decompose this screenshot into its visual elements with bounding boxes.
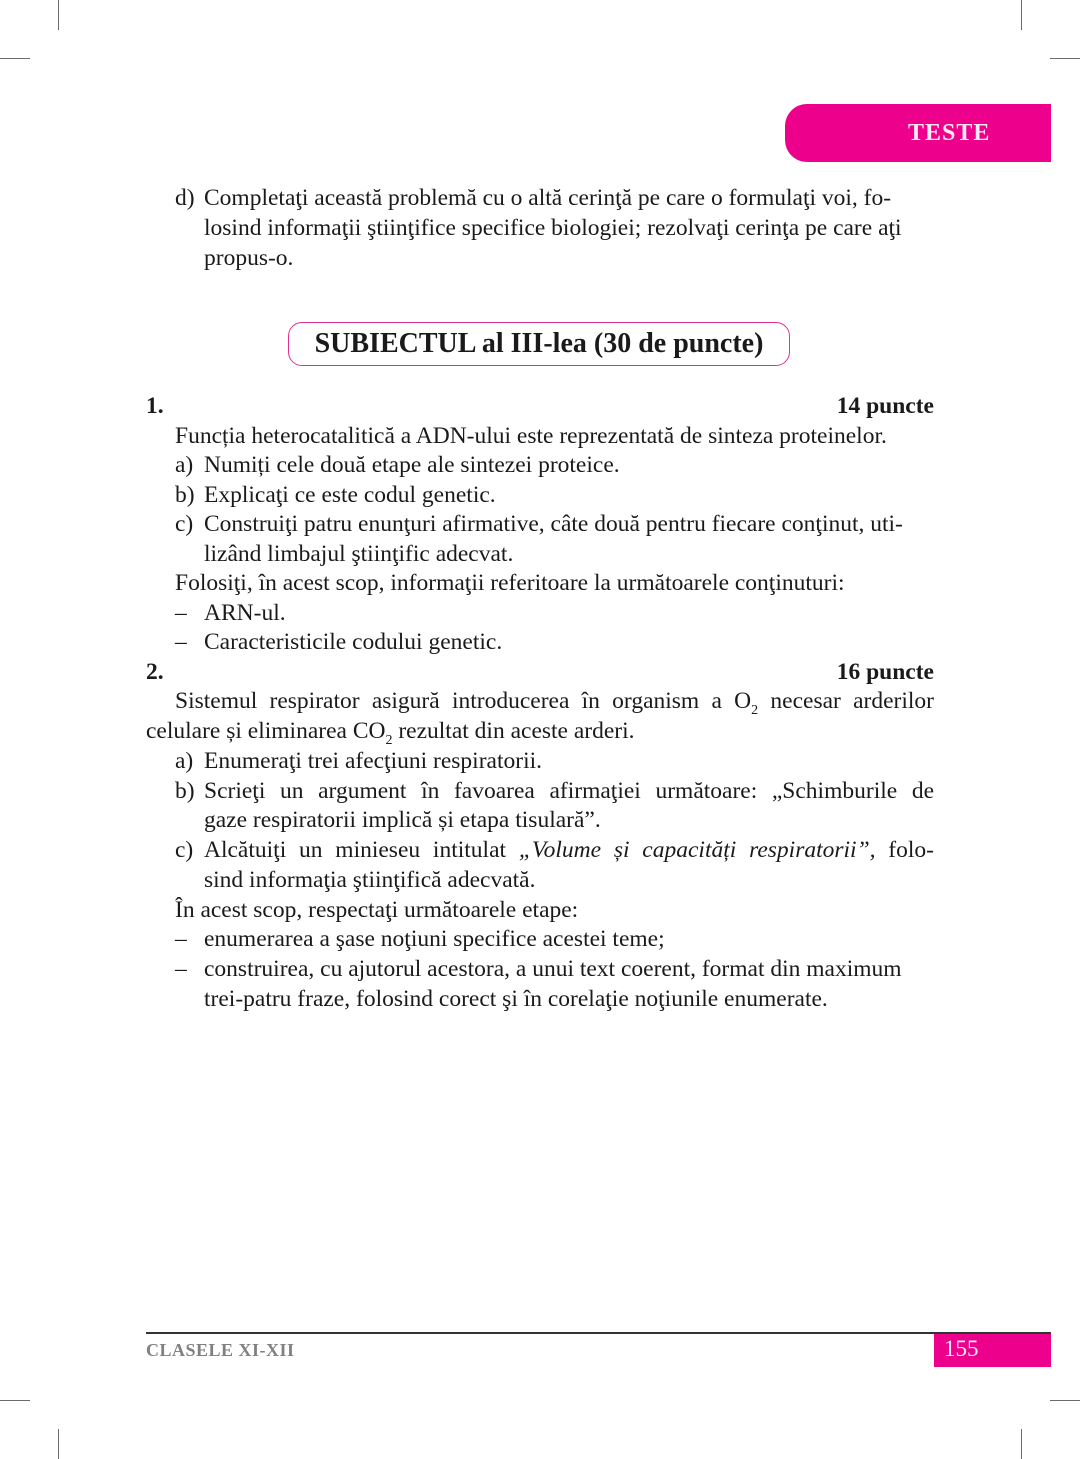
item-text: Explicaţi ce este codul genetic. — [204, 482, 496, 508]
crop-mark — [58, 1429, 59, 1459]
question-points: 16 puncte — [836, 659, 934, 685]
item-label: c) — [175, 511, 194, 537]
item-text: Numiți cele două etape ale sintezei proteice. — [204, 452, 620, 478]
item-text: gaze respiratorii implică și etapa tisulară”. — [204, 807, 601, 833]
question-points: 14 puncte — [836, 393, 934, 419]
item-text-line — [204, 835, 934, 865]
question-intro-line2 — [146, 716, 635, 746]
step-item: trei-patru fraze, folosind corect şi în corelaţie noţiunile enumerate. — [204, 986, 828, 1012]
crop-mark — [58, 0, 59, 30]
text-line: propus-o. — [204, 245, 294, 271]
item-text: lizând limbajul ştiinţific adecvat. — [204, 541, 514, 567]
text: celulare și eliminarea CO — [146, 718, 386, 744]
item-text: Construiţi patru enunţuri afirmative, câte două pentru fiecare conţinut, uti- — [204, 511, 903, 537]
item-label: a) — [175, 748, 194, 774]
dash: – — [175, 629, 187, 655]
dash: – — [175, 600, 187, 626]
item-label: c) — [175, 837, 194, 863]
text-line: Completaţi această problemă cu o altă cerinţă pe care o formulaţi voi, fo- — [204, 185, 892, 211]
subject-title: SUBIECTUL al III-lea (30 de puncte) — [314, 328, 764, 359]
crop-mark — [1021, 0, 1022, 30]
essay-title: „Volume și capacități respiratorii”, — [518, 837, 876, 863]
crop-mark — [1021, 1429, 1022, 1459]
item-text: Scrieţi un argument în favoarea afirmaţiei următoare: „Schimburile de — [204, 778, 934, 804]
subscript: 2 — [385, 733, 393, 748]
text: necesar arderilor — [758, 688, 935, 714]
subject-title-box — [288, 322, 790, 366]
question-intro-line1 — [175, 686, 934, 716]
crop-mark — [0, 1400, 30, 1401]
question-intro: Funcția heterocatalitică a ADN-ului este reprezentată de sinteza proteinelor. — [175, 423, 887, 449]
item-label: b) — [175, 482, 195, 508]
text: rezultat din aceste arderi. — [392, 718, 635, 744]
section-tab-label: TESTE — [908, 120, 991, 146]
crop-mark — [1050, 1400, 1080, 1401]
footer-grade-label: CLASELE XI-XII — [146, 1340, 295, 1360]
dash: – — [175, 956, 187, 982]
instruction: În acest scop, respectaţi următoarele etape: — [175, 897, 579, 923]
text: Alcătuiţi un minieseu intitulat — [204, 837, 519, 863]
content-item: ARN-ul. — [204, 600, 286, 626]
content-item: Caracteristicile codului genetic. — [204, 629, 503, 655]
crop-mark — [1050, 58, 1080, 59]
item-text: sind informaţia ştiinţifică adecvată. — [204, 867, 536, 893]
step-item: construirea, cu ajutorul acestora, a unui text coerent, format din maximum — [204, 956, 902, 982]
instruction: Folosiţi, în acest scop, informaţii referitoare la următoarele conţinuturi: — [175, 570, 845, 596]
page-number: 155 — [944, 1336, 979, 1361]
text: folo- — [875, 837, 934, 863]
subscript: 2 — [751, 703, 759, 718]
item-text: Enumeraţi trei afecţiuni respiratorii. — [204, 748, 542, 774]
section-tab — [785, 104, 1051, 162]
step-item: enumerarea a şase noţiuni specifice acestei teme; — [204, 926, 665, 952]
footer-rule — [146, 1332, 1051, 1334]
item-label: b) — [175, 778, 195, 804]
dash: – — [175, 926, 187, 952]
item-label: d) — [175, 185, 195, 211]
item-label: a) — [175, 452, 194, 478]
text-line: losind informaţii ştiinţifice specifice biologiei; rezolvaţi cerinţa pe care aţi — [204, 215, 902, 241]
question-number: 2. — [146, 659, 164, 685]
page-number-box — [934, 1334, 1051, 1367]
question-number: 1. — [146, 393, 164, 419]
text: Sistemul respirator asigură introducerea în organism a O — [175, 688, 752, 714]
crop-mark — [0, 58, 30, 59]
